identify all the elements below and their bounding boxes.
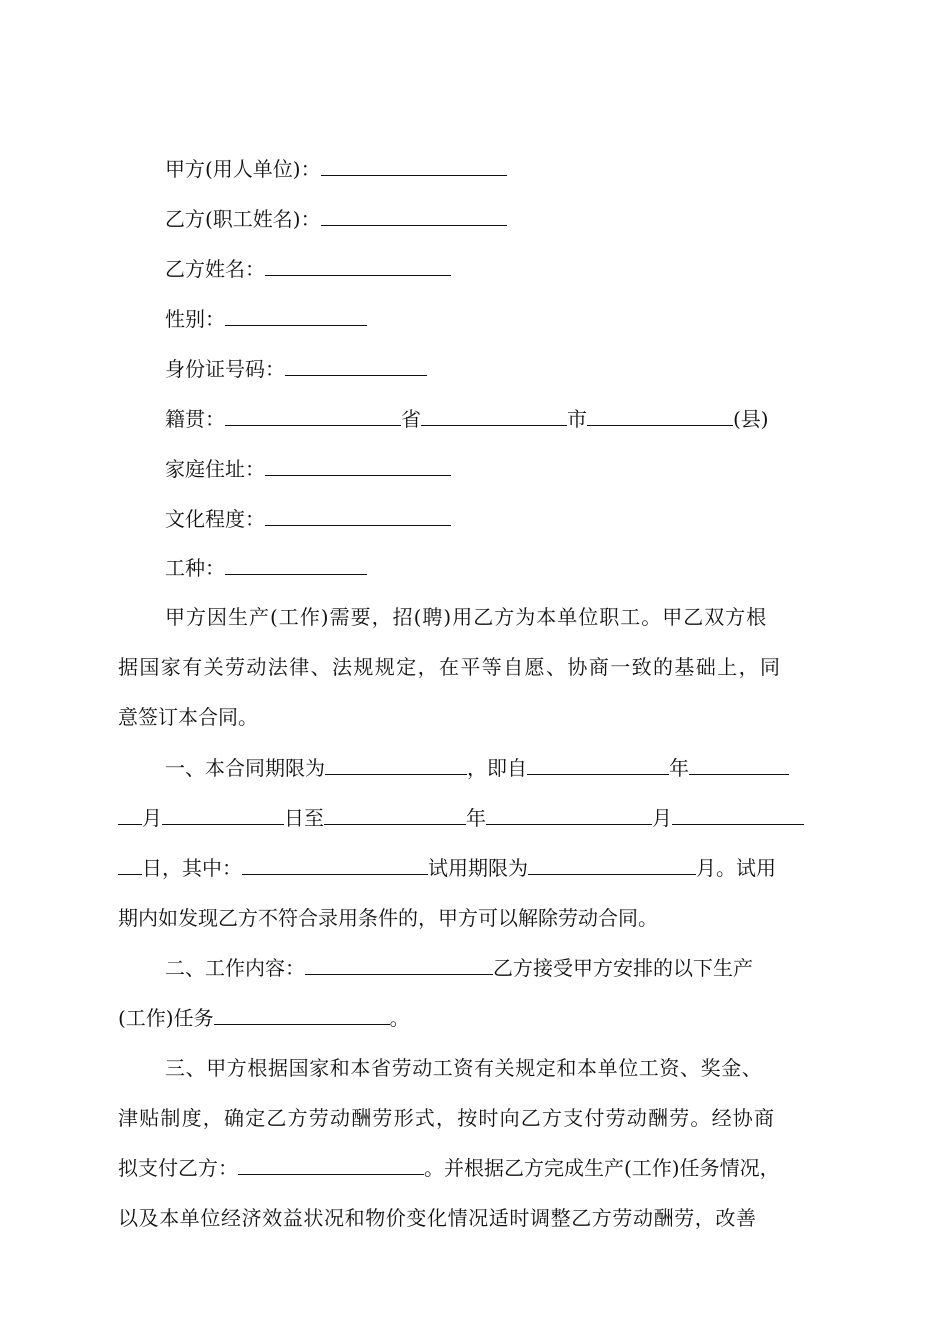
job-type-row <box>165 555 885 581</box>
end-year-label: 年 <box>466 806 486 830</box>
education-row <box>165 506 885 532</box>
end-day-label: 日，其中： <box>142 856 242 880</box>
party-a-blank[interactable] <box>321 157 507 176</box>
job-type-label: 工种： <box>165 556 225 580</box>
education-label: 文化程度： <box>165 507 265 531</box>
native-place-row <box>165 406 885 432</box>
party-a-label: 甲方(用人单位)： <box>165 157 321 181</box>
clause3-line-3 <box>118 1155 838 1181</box>
start-month-blank-a[interactable] <box>689 756 789 775</box>
payment-adjust-text: 。并根据乙方完成生产(工作)任务情况， <box>424 1156 780 1180</box>
address-label: 家庭住址： <box>165 457 265 481</box>
id-number-label: 身份证号码： <box>165 357 285 381</box>
name-row <box>165 256 885 282</box>
clause2-period: 。 <box>389 1006 410 1030</box>
task-label: (工作)任务 <box>118 1006 214 1030</box>
province-label: 省 <box>401 407 421 431</box>
name-label: 乙方姓名： <box>165 257 265 281</box>
address-blank[interactable] <box>265 457 451 476</box>
id-number-row <box>165 356 885 382</box>
work-content-blank[interactable] <box>305 956 493 975</box>
education-blank[interactable] <box>265 507 451 526</box>
clause1-term-label: 一、本合同期限为 <box>165 756 325 780</box>
end-year-blank[interactable] <box>324 806 466 825</box>
work-content-label: 二、工作内容： <box>165 956 305 980</box>
county-label: (县) <box>733 407 769 431</box>
intro-line-3: 意签订本合同。 <box>118 705 258 729</box>
term-blank[interactable] <box>325 756 467 775</box>
city-label: 市 <box>567 407 587 431</box>
gender-blank[interactable] <box>225 307 367 326</box>
start-year-label: 年 <box>669 756 689 780</box>
city-blank[interactable] <box>421 407 567 426</box>
probation-blank[interactable] <box>528 856 696 875</box>
clause2-line-1 <box>165 955 885 981</box>
clause3-line-2: 津贴制度，确定乙方劳动酬劳形式，按时向乙方支付劳动酬劳。经协商 <box>118 1106 776 1130</box>
clause3-line-4: 以及本单位经济效益状况和物价变化情况适时调整乙方劳动酬劳，改善 <box>118 1206 757 1230</box>
native-place-label: 籍贯： <box>165 407 225 431</box>
task-blank[interactable] <box>214 1006 390 1025</box>
gender-row <box>165 306 885 332</box>
end-month-blank[interactable] <box>486 806 652 825</box>
party-a-row <box>165 156 885 182</box>
party-b-row <box>165 206 885 232</box>
end-month-label: 月 <box>652 806 672 830</box>
probation-month-label: 月。试用 <box>696 856 776 880</box>
payment-blank[interactable] <box>238 1156 424 1175</box>
party-b-label: 乙方(职工姓名)： <box>165 207 321 231</box>
name-blank[interactable] <box>265 257 451 276</box>
job-type-blank[interactable] <box>225 556 367 575</box>
address-row <box>165 456 885 482</box>
clause2-accept-text: 乙方接受甲方安排的以下生产 <box>493 956 753 980</box>
party-b-blank[interactable] <box>321 207 507 226</box>
probation-label: 试用期限为 <box>428 856 528 880</box>
payment-label: 拟支付乙方： <box>118 1156 238 1180</box>
clause1-line-3 <box>118 855 838 881</box>
clause1-from-label: ，即自 <box>467 756 527 780</box>
end-day-blank-a[interactable] <box>672 806 804 825</box>
start-day-label: 日至 <box>284 806 324 830</box>
intro-line-1: 甲方因生产(工作)需要，招(聘)用乙方为本单位职工。甲乙双方根 <box>165 605 768 629</box>
id-number-blank[interactable] <box>285 357 427 376</box>
among-blank[interactable] <box>242 856 428 875</box>
clause1-line-2 <box>118 805 838 831</box>
start-month-label: 月 <box>142 806 162 830</box>
province-blank[interactable] <box>225 407 401 426</box>
end-day-blank-b[interactable] <box>118 856 142 875</box>
start-month-blank-b[interactable] <box>118 806 142 825</box>
clause3-line-1: 三、甲方根据国家和本省劳动工资有关规定和本单位工资、奖金、 <box>165 1056 763 1080</box>
intro-line-2: 据国家有关劳动法律、法规规定，在平等自愿、协商一致的基础上，同 <box>118 655 782 679</box>
start-year-blank[interactable] <box>527 756 669 775</box>
county-blank[interactable] <box>587 407 733 426</box>
gender-label: 性别： <box>165 307 225 331</box>
clause1-line-4: 期内如发现乙方不符合录用条件的，甲方可以解除劳动合同。 <box>118 906 658 930</box>
start-day-blank[interactable] <box>162 806 284 825</box>
clause1-line-1 <box>165 755 885 781</box>
clause2-line-2 <box>118 1005 838 1031</box>
